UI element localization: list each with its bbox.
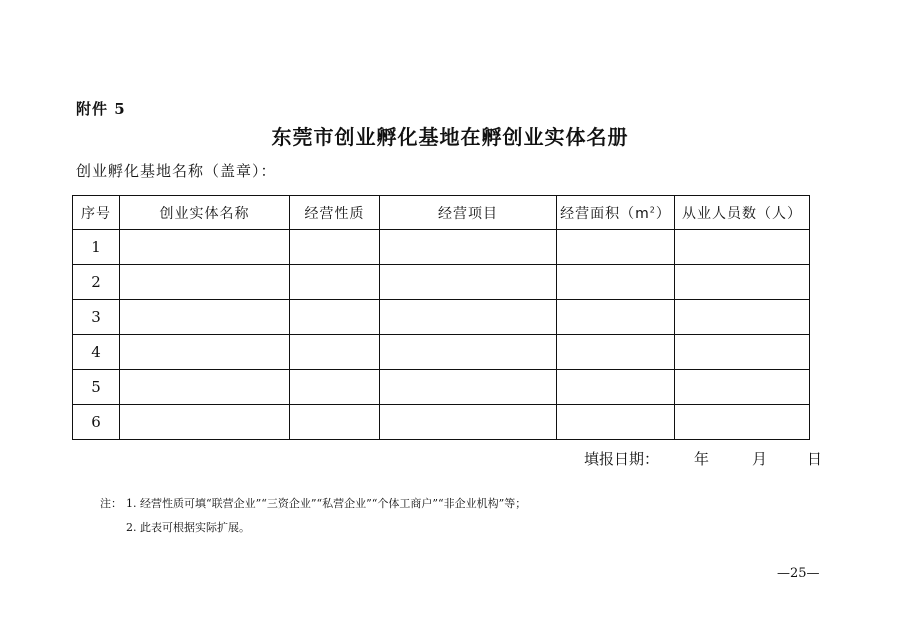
staff-count-cell [675, 265, 810, 300]
serial-cell: 2 [73, 265, 120, 300]
base-name-label: 创业孵化基地名称（盖章）： [76, 162, 277, 180]
business-area-cell [557, 405, 675, 440]
column-header-serial: 序号 [73, 196, 120, 230]
table-header-row [73, 196, 810, 230]
page-title: 东莞市创业孵化基地在孵创业实体名册 [271, 125, 629, 149]
staff-count-cell [675, 300, 810, 335]
business-area-cell [557, 335, 675, 370]
column-header-entity-name: 创业实体名称 [120, 196, 290, 230]
table-row [73, 370, 810, 405]
entity-name-cell [120, 370, 290, 405]
business-nature-cell [290, 335, 380, 370]
area-header-text: 经营面积（m [560, 205, 650, 222]
table-row [73, 300, 810, 335]
staff-count-cell [675, 335, 810, 370]
table-row [73, 335, 810, 370]
area-unit-superscript: 2 [649, 204, 656, 214]
note-item [100, 516, 526, 540]
business-nature-cell [290, 405, 380, 440]
notes [100, 492, 526, 540]
entity-name-cell [120, 230, 290, 265]
business-project-cell [380, 405, 557, 440]
business-project-cell [380, 265, 557, 300]
note-text: 1. 经营性质可填“联营企业”“三资企业”“私营企业”“个体工商户”“非企业机构”等； [126, 497, 527, 510]
note-item [100, 492, 526, 516]
business-area-cell [557, 230, 675, 265]
table-row [73, 230, 810, 265]
business-nature-cell [290, 370, 380, 405]
area-header-close: ） [655, 205, 671, 222]
notes-prefix: 注： [100, 497, 122, 510]
business-area-cell [557, 265, 675, 300]
column-header-business-project: 经营项目 [380, 196, 557, 230]
entity-name-cell [120, 335, 290, 370]
business-project-cell [380, 335, 557, 370]
business-project-cell [380, 230, 557, 265]
business-project-cell [380, 300, 557, 335]
fill-date-month: 月 [752, 450, 768, 468]
fill-date-year: 年 [694, 450, 710, 468]
serial-cell: 4 [73, 335, 120, 370]
entity-name-cell [120, 405, 290, 440]
fill-date-day: 日 [807, 450, 823, 468]
staff-count-cell [675, 230, 810, 265]
table-row [73, 265, 810, 300]
attachment-label: 附件 5 [76, 100, 126, 118]
column-header-business-nature: 经营性质 [290, 196, 380, 230]
business-nature-cell [290, 300, 380, 335]
serial-cell: 1 [73, 230, 120, 265]
serial-cell: 5 [73, 370, 120, 405]
table-row [73, 405, 810, 440]
serial-cell: 3 [73, 300, 120, 335]
business-nature-cell [290, 230, 380, 265]
business-area-cell [557, 370, 675, 405]
business-project-cell [380, 370, 557, 405]
entity-name-cell [120, 265, 290, 300]
staff-count-cell [675, 405, 810, 440]
column-header-staff-count: 从业人员数（人） [675, 196, 810, 230]
fill-date-label: 填报日期： [584, 450, 660, 468]
business-nature-cell [290, 265, 380, 300]
column-header-business-area [557, 196, 675, 230]
business-area-cell [557, 300, 675, 335]
serial-cell: 6 [73, 405, 120, 440]
page-number: —25— [777, 566, 820, 581]
entity-roster-table [72, 195, 810, 440]
entity-name-cell [120, 300, 290, 335]
note-text: 2. 此表可根据实际扩展。 [126, 521, 250, 534]
staff-count-cell [675, 370, 810, 405]
table-body [73, 230, 810, 440]
